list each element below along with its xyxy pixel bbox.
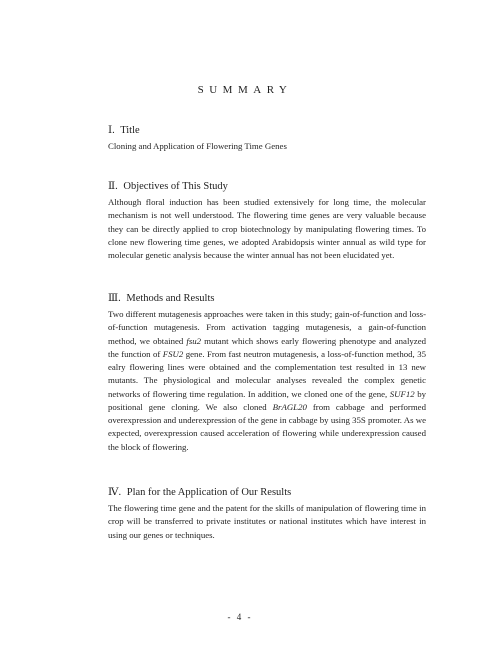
gene-name-italic: SUF12 bbox=[389, 388, 415, 399]
section-heading-text: Plan for the Application of Our Results bbox=[126, 487, 292, 498]
gene-name-italic: FSU2 bbox=[162, 348, 184, 359]
section-paragraph bbox=[108, 308, 426, 454]
section-objectives bbox=[108, 180, 426, 262]
section-paragraph: The flowering time gene and the patent for the skills of manipulation of flowering time in crop will be transferred to private institutes or national institutes which have interest in using our genes or techniques. bbox=[108, 503, 426, 540]
page-number: - 4 - bbox=[227, 612, 253, 622]
text-run: by positional gene cloning. We also cloned bbox=[108, 388, 426, 412]
section-title bbox=[108, 124, 426, 153]
text-run: gene. From fast neutron mutagenesis, a loss-of-function method, 35 ealry flowering lines were obtained and the complementation test resulted in 13 new mutants. The physiological and molecular analyses revealed the complex genetic networks of flowering time regulation. In addition, we cloned one of the gene, bbox=[108, 348, 426, 399]
section-heading-text: Title bbox=[120, 125, 140, 136]
text-run: from cabbage and performed overexpression and underexpression of the gene in cabbage by using 35S promoter. As we expected, overexpression caused acceleration of flowering while underexpression caused the block of flowering. bbox=[108, 401, 426, 452]
summary-title: SUMMARY bbox=[197, 84, 293, 96]
section-number: Ⅳ. bbox=[108, 487, 122, 498]
section-methods-results bbox=[108, 292, 426, 454]
text-run: mutant which shows early flowering phenotype and analyzed the function of bbox=[108, 335, 426, 359]
section-heading bbox=[108, 292, 426, 306]
section-number: Ⅰ. bbox=[108, 125, 115, 136]
section-plan bbox=[108, 486, 426, 542]
section-heading bbox=[108, 180, 426, 194]
section-paragraph: Cloning and Application of Flowering Time Genes bbox=[108, 141, 287, 151]
gene-name-italic: fsu2 bbox=[186, 335, 202, 346]
gene-name-italic: BrAGL20 bbox=[272, 401, 307, 412]
section-number: Ⅲ. bbox=[108, 293, 121, 304]
section-heading-text: Methods and Results bbox=[126, 293, 215, 304]
section-number: Ⅱ. bbox=[108, 181, 118, 192]
text-run: Two different mutagenesis approaches were taken in this study; gain-of-function and loss-of-function mutagenesis. From activation tagging mutagenesis, a gain-of-function method, we obtained bbox=[108, 309, 426, 346]
section-heading bbox=[108, 124, 426, 138]
section-paragraph: Although floral induction has been studied extensively for long time, the molecular mechanism is not well understood. The flowering time genes are very valuable because they can be directly applied to crop biotechnology by manipulating flowering times. To clone new flowering time genes, we adopted Arabidopsis winter annual as wild type for molecular genetic analysis because the winter annual has not been elucidated yet. bbox=[108, 197, 426, 260]
section-heading bbox=[108, 486, 426, 500]
section-heading-text: Objectives of This Study bbox=[123, 181, 228, 192]
